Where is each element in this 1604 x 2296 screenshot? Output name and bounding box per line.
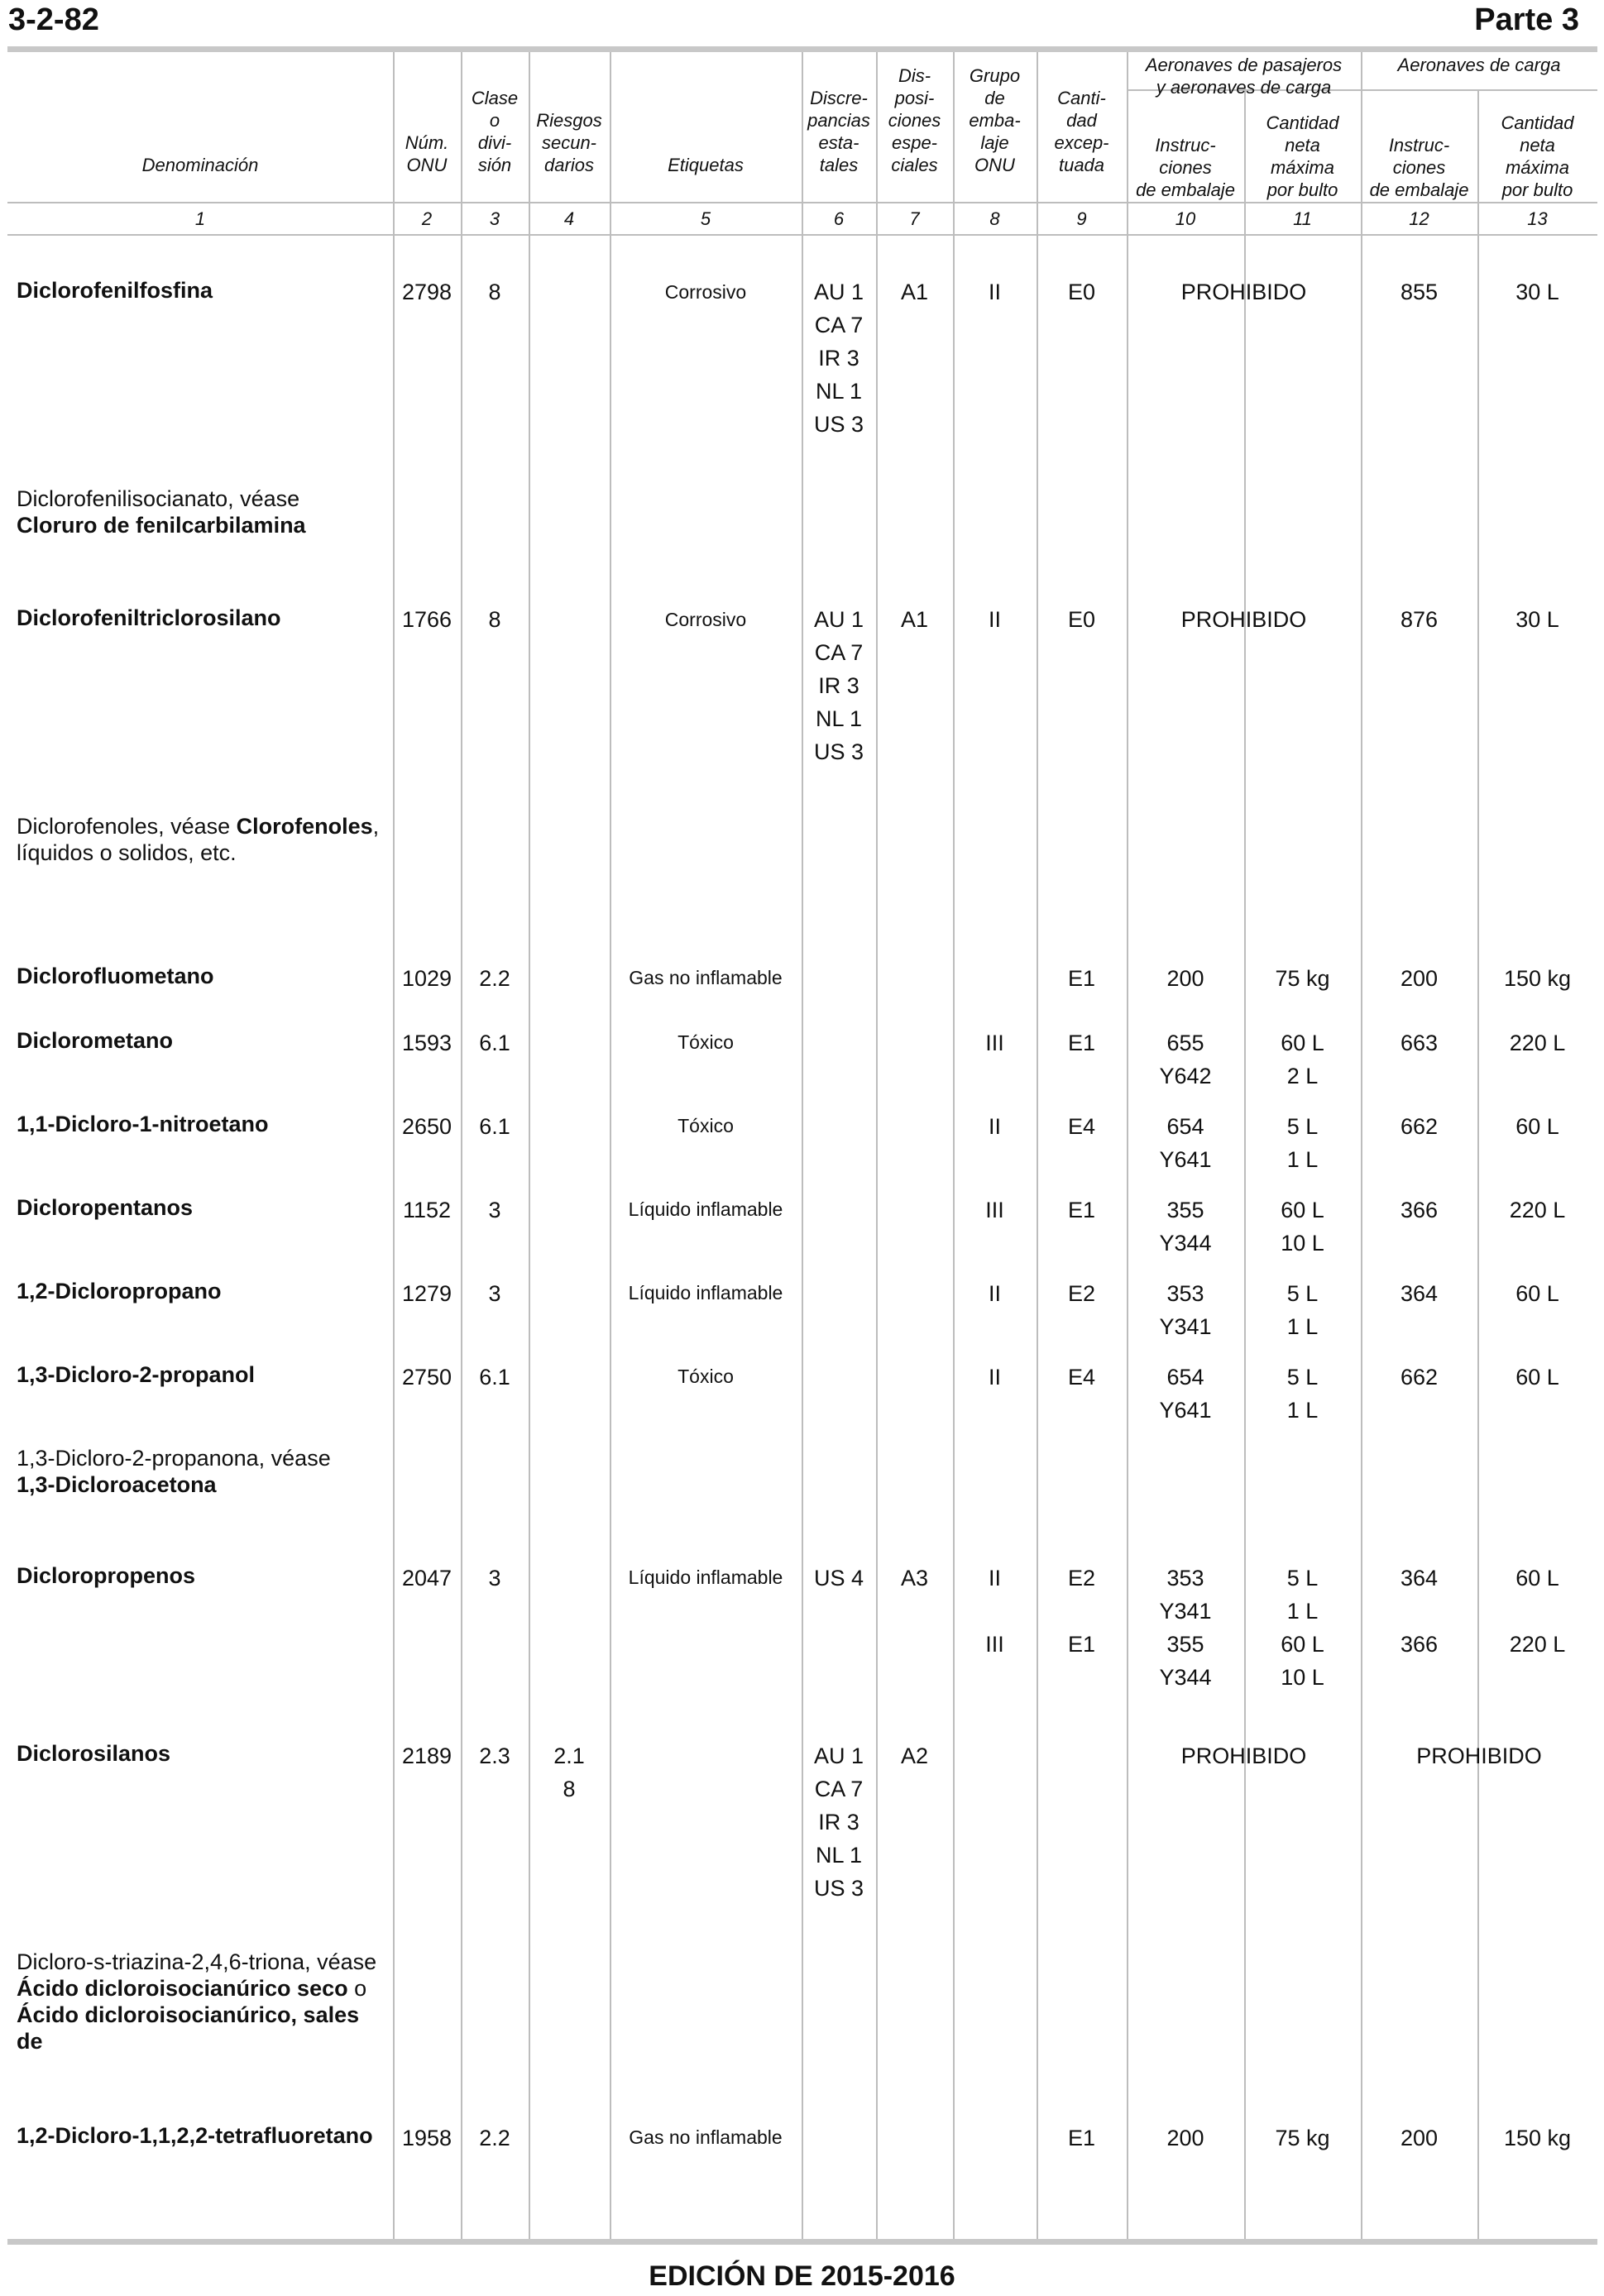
state-variations: AU 1 CA 7 IR 3 NL 1 US 3 xyxy=(813,607,864,764)
column-number: 1 xyxy=(194,208,206,229)
header-instrucciones-carga: Instruc- ciones de embalaje xyxy=(1369,135,1469,200)
column-number: 5 xyxy=(700,208,711,229)
header-riesgos: Riesgos secun- darios xyxy=(536,110,602,175)
header-denominacion: Denominación xyxy=(141,155,259,175)
column-number: 13 xyxy=(1527,208,1548,229)
class-division: 6.1 xyxy=(479,1031,510,1055)
col-divider xyxy=(1477,89,1479,2239)
page-number: 3-2-82 xyxy=(8,2,99,37)
packing-group: II III xyxy=(985,1566,1004,1657)
cargo-max-quantity: 150 kg xyxy=(1503,966,1572,991)
header-discrepancias: Discre- pancias esta- tales xyxy=(807,88,870,175)
cargo-packing-instruction: 200 xyxy=(1400,2126,1439,2150)
cargo-prohibited: PROHIBIDO xyxy=(1416,1744,1542,1768)
subsidiary-risks: 2.1 8 xyxy=(553,1744,585,1801)
passenger-prohibited: PROHIBIDO xyxy=(1180,607,1307,632)
cargo-packing-instruction: 662 xyxy=(1400,1114,1439,1139)
special-provisions: A1 xyxy=(900,607,929,632)
cargo-packing-instruction: 663 xyxy=(1400,1031,1439,1055)
passenger-max-quantity: 60 L 10 L xyxy=(1281,1198,1324,1256)
cargo-packing-instruction: 662 xyxy=(1400,1365,1439,1390)
cargo-packing-instruction: 364 xyxy=(1400,1281,1439,1306)
col-divider xyxy=(610,52,611,2239)
header-line xyxy=(7,202,1597,203)
packing-group: II xyxy=(988,607,1001,632)
state-variations: US 4 xyxy=(813,1566,864,1590)
passenger-max-quantity: 5 L 1 L xyxy=(1286,1114,1319,1172)
see-entry-reference: 1,3-Dicloroacetona xyxy=(17,1472,217,1497)
column-number: 6 xyxy=(833,208,845,229)
header-etiquetas: Etiquetas xyxy=(668,155,744,175)
hazard-label: Tóxico xyxy=(678,1366,734,1387)
excepted-quantity: E2 E1 xyxy=(1067,1566,1096,1657)
state-variations: AU 1 CA 7 IR 3 NL 1 US 3 xyxy=(813,1744,864,1901)
class-division: 8 xyxy=(488,607,501,632)
class-division: 2.2 xyxy=(479,2126,510,2150)
column-number-line xyxy=(7,234,1597,236)
passenger-packing-instruction: 655 Y642 xyxy=(1159,1031,1212,1088)
special-provisions: A1 xyxy=(900,280,929,304)
see-entry xyxy=(17,813,393,866)
excepted-quantity: E1 xyxy=(1067,2126,1096,2150)
passenger-max-quantity: 60 L 2 L xyxy=(1281,1031,1324,1088)
see-entry xyxy=(17,486,393,538)
un-number: 1593 xyxy=(401,1031,452,1055)
cargo-max-quantity: 30 L xyxy=(1515,607,1559,632)
hazard-label: Gas no inflamable xyxy=(629,2126,783,2148)
cargo-packing-instruction: 876 xyxy=(1400,607,1439,632)
cargo-max-quantity: 220 L xyxy=(1509,1198,1566,1222)
see-entry xyxy=(17,1949,393,2054)
cargo-packing-instruction: 364 366 xyxy=(1400,1566,1439,1657)
packing-group: III xyxy=(985,1031,1004,1055)
col-divider xyxy=(953,52,955,2239)
column-number: 11 xyxy=(1293,208,1312,229)
see-entry-text: 1,3-Dicloro-2-propanona, véase xyxy=(17,1446,331,1471)
passenger-max-quantity: 5 L 1 L xyxy=(1286,1365,1319,1423)
see-entry-text: o xyxy=(347,1976,367,2001)
header-grupo: Grupo de emba- laje ONU xyxy=(969,65,1021,175)
passenger-packing-instruction: 654 Y641 xyxy=(1159,1114,1212,1172)
col-divider xyxy=(393,52,395,2239)
passenger-packing-instruction: 355 Y344 xyxy=(1159,1198,1212,1256)
header-cantidad-exceptuada: Canti- dad excep- tuada xyxy=(1054,88,1109,175)
header-instrucciones-pax: Instruc- ciones de embalaje xyxy=(1136,135,1235,200)
entry-name: 1,1-Dicloro-1-nitroetano xyxy=(17,1112,269,1136)
see-entry xyxy=(17,1445,393,1498)
un-number: 2047 xyxy=(401,1566,452,1590)
packing-group: III xyxy=(985,1198,1004,1222)
special-provisions: A3 xyxy=(900,1566,929,1590)
col-divider xyxy=(529,52,530,2239)
hazard-label: Tóxico xyxy=(678,1115,734,1136)
passenger-prohibited: PROHIBIDO xyxy=(1180,1744,1307,1768)
column-number: 8 xyxy=(989,208,1000,229)
un-number: 1958 xyxy=(401,2126,452,2150)
header-disposiciones: Dis- posi- ciones espe- ciales xyxy=(888,65,941,175)
passenger-packing-instruction: 200 xyxy=(1166,966,1204,991)
entry-name: Diclorofenilfosfina xyxy=(17,278,213,303)
hazard-label: Líquido inflamable xyxy=(628,1282,783,1303)
hazard-label: Tóxico xyxy=(678,1031,734,1053)
column-number: 3 xyxy=(489,208,500,229)
hazard-label: Corrosivo xyxy=(664,281,747,303)
header-num-onu: Núm. ONU xyxy=(405,132,449,175)
column-number: 10 xyxy=(1175,208,1196,229)
hazard-label: Líquido inflamable xyxy=(628,1567,783,1588)
header-cantidad-neta-carga: Cantidad neta máxima por bulto xyxy=(1501,112,1574,200)
passenger-packing-instruction: 353 Y341 355 Y344 xyxy=(1159,1566,1212,1690)
entry-name: Dicloropentanos xyxy=(17,1195,194,1220)
hazard-label: Corrosivo xyxy=(664,609,747,630)
cargo-packing-instruction: 855 xyxy=(1400,280,1439,304)
cargo-packing-instruction: 366 xyxy=(1400,1198,1439,1222)
cargo-max-quantity: 30 L xyxy=(1515,280,1559,304)
cargo-max-quantity: 220 L xyxy=(1509,1031,1566,1055)
entry-name: Diclorofluometano xyxy=(17,964,214,988)
see-entry-reference: Ácido dicloroisocianúrico, sales de xyxy=(17,2002,360,2054)
col-divider xyxy=(1361,52,1362,2239)
see-entry-text: Dicloro-s-triazina-2,4,6-triona, véase xyxy=(17,1949,377,1974)
excepted-quantity: E0 xyxy=(1067,607,1096,632)
entry-name: Diclorometano xyxy=(17,1028,174,1053)
un-number: 1766 xyxy=(401,607,452,632)
header-clase: Clase o divi- sión xyxy=(471,88,519,175)
entry-name: 1,3-Dicloro-2-propanol xyxy=(17,1362,256,1387)
passenger-packing-instruction: 353 Y341 xyxy=(1159,1281,1212,1339)
passenger-prohibited: PROHIBIDO xyxy=(1180,280,1307,304)
cargo-max-quantity: 60 L xyxy=(1515,1114,1559,1139)
class-division: 3 xyxy=(488,1198,501,1222)
column-number: 4 xyxy=(563,208,575,229)
un-number: 2189 xyxy=(401,1744,452,1768)
entry-name: 1,2-Dicloropropano xyxy=(17,1279,222,1303)
packing-group: II xyxy=(988,1365,1001,1390)
cargo-packing-instruction: 200 xyxy=(1400,966,1439,991)
packing-group: II xyxy=(988,1114,1001,1139)
passenger-max-quantity: 75 kg xyxy=(1275,966,1330,991)
top-rule xyxy=(7,46,1597,52)
excepted-quantity: E2 xyxy=(1067,1281,1096,1306)
column-number: 12 xyxy=(1409,208,1429,229)
class-division: 2.2 xyxy=(479,966,510,991)
entry-name: Diclorofeniltriclorosilano xyxy=(17,605,281,630)
excepted-quantity: E4 xyxy=(1067,1114,1096,1139)
column-number: 2 xyxy=(421,208,433,229)
class-division: 6.1 xyxy=(479,1114,510,1139)
see-entry-text: , líquidos o solidos, etc. xyxy=(17,814,380,865)
un-number: 1152 xyxy=(402,1198,452,1222)
hazard-label: Gas no inflamable xyxy=(629,967,783,988)
state-variations: AU 1 CA 7 IR 3 NL 1 US 3 xyxy=(813,280,864,437)
edition-footer: EDICIÓN DE 2015-2016 xyxy=(649,2260,955,2292)
see-entry-text: Diclorofenilisocianato, véase xyxy=(17,486,300,511)
hazard-label: Líquido inflamable xyxy=(628,1198,783,1220)
class-division: 3 xyxy=(488,1566,501,1590)
un-number: 1279 xyxy=(401,1281,452,1306)
passenger-max-quantity: 75 kg xyxy=(1275,2126,1330,2150)
passenger-packing-instruction: 654 Y641 xyxy=(1159,1365,1212,1423)
excepted-quantity: E1 xyxy=(1067,966,1096,991)
class-division: 2.3 xyxy=(479,1744,510,1768)
column-number: 7 xyxy=(909,208,920,229)
special-provisions: A2 xyxy=(900,1744,929,1768)
entry-name: 1,2-Dicloro-1,1,2,2-tetrafluoretano xyxy=(17,2123,373,2148)
class-division: 6.1 xyxy=(479,1365,510,1390)
entry-name: Dicloropropenos xyxy=(17,1563,196,1588)
see-entry-reference: Cloruro de fenilcarbilamina xyxy=(17,513,306,538)
excepted-quantity: E0 xyxy=(1067,280,1096,304)
excepted-quantity: E1 xyxy=(1067,1031,1096,1055)
packing-group: II xyxy=(988,280,1001,304)
un-number: 2798 xyxy=(401,280,452,304)
header-aeronaves-pasajeros: Aeronaves de pasajeros y aeronaves de carga xyxy=(1145,55,1343,98)
header-cantidad-neta-pax: Cantidad neta máxima por bulto xyxy=(1266,112,1339,200)
see-entry-reference: Clorofenoles xyxy=(236,814,373,839)
see-entry-text: Diclorofenoles, véase xyxy=(17,814,237,839)
packing-group: II xyxy=(988,1281,1001,1306)
excepted-quantity: E1 xyxy=(1067,1198,1096,1222)
cargo-max-quantity: 150 kg xyxy=(1503,2126,1572,2150)
excepted-quantity: E4 xyxy=(1067,1365,1096,1390)
passenger-max-quantity: 5 L 1 L xyxy=(1286,1281,1319,1339)
bottom-rule xyxy=(7,2239,1597,2245)
header-aeronaves-carga: Aeronaves de carga xyxy=(1397,55,1561,75)
passenger-packing-instruction: 200 xyxy=(1166,2126,1204,2150)
passenger-max-quantity: 5 L 1 L 60 L 10 L xyxy=(1281,1566,1324,1690)
un-number: 2650 xyxy=(401,1114,452,1139)
col-divider xyxy=(1037,52,1038,2239)
entry-name: Diclorosilanos xyxy=(17,1741,171,1766)
see-entry-reference: Ácido dicloroisocianúrico seco xyxy=(17,1976,348,2001)
col-divider xyxy=(876,52,878,2239)
cargo-max-quantity: 60 L xyxy=(1515,1281,1559,1306)
un-number: 1029 xyxy=(401,966,452,991)
class-division: 8 xyxy=(488,280,501,304)
un-number: 2750 xyxy=(401,1365,452,1390)
column-number: 9 xyxy=(1076,208,1087,229)
col-divider xyxy=(461,52,462,2239)
cargo-max-quantity: 60 L 220 L xyxy=(1509,1566,1566,1657)
part-label: Parte 3 xyxy=(1474,2,1579,37)
class-division: 3 xyxy=(488,1281,501,1306)
cargo-max-quantity: 60 L xyxy=(1515,1365,1559,1390)
